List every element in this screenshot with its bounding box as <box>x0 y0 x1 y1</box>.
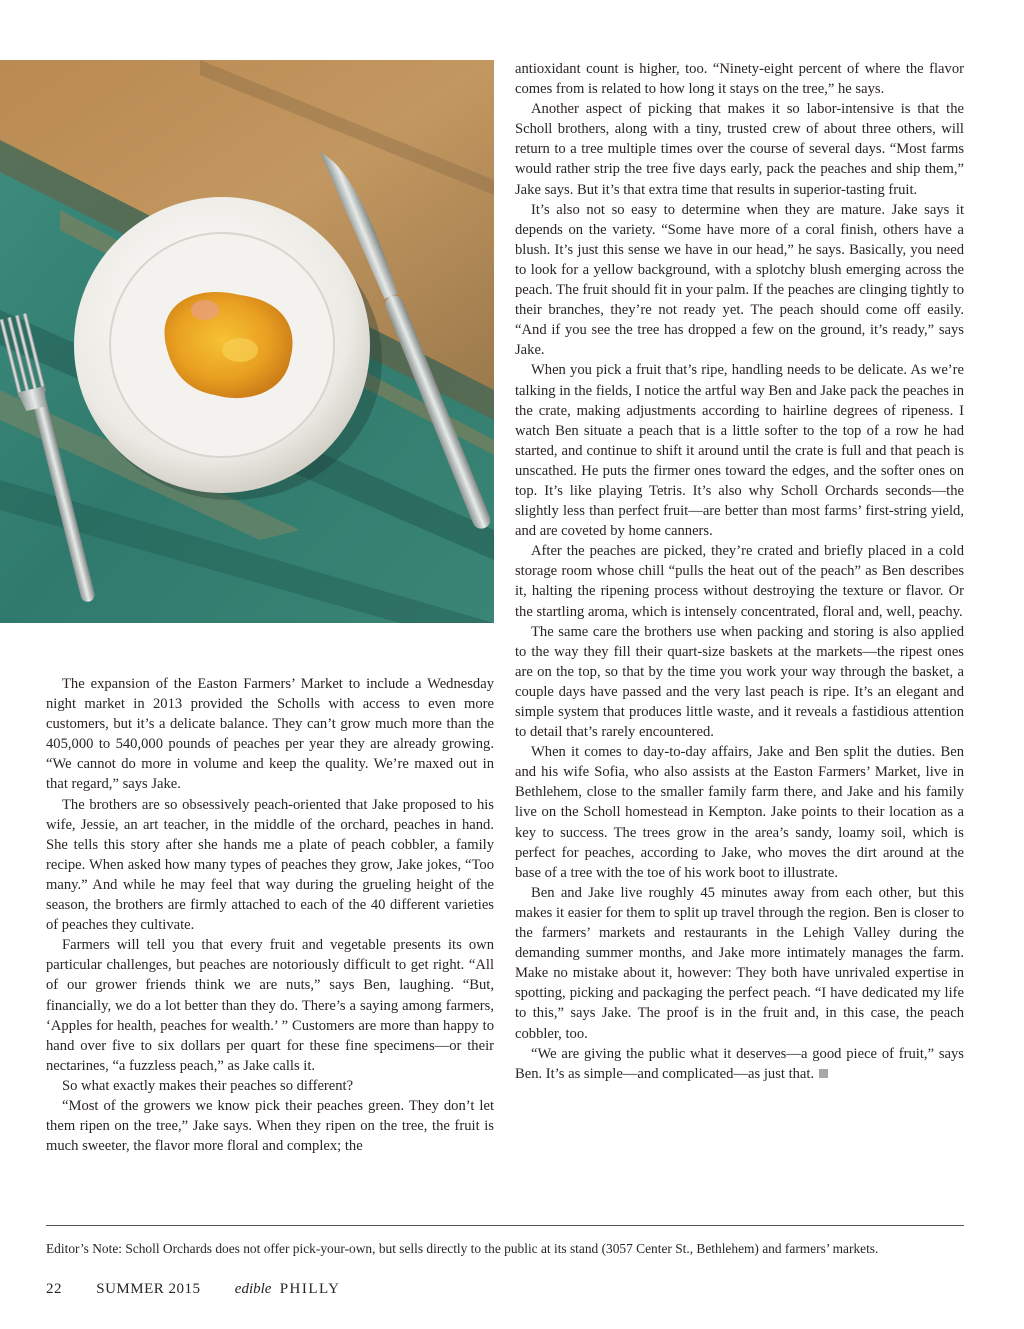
editor-note: Editor’s Note: Scholl Orchards does not offer pick-your-own, but sells directly to the public at its stand (3057 Center St., Bethlehem) and farmers’ markets. <box>46 1241 879 1256</box>
magazine-city: PHILLY <box>279 1281 341 1297</box>
article-paragraph: When you pick a fruit that’s ripe, handling needs to be delicate. As we’re talking in the fields, I notice the artful way Ben and Jake pack the peaches in the crate, making adjustments according to hairline degrees of ripeness. I watch Ben situate a peach that is a little softer to the top of a row he had started, and continue to shift it around until the crate is full and that peach is unscathed. He puts the firmer ones toward the edges, and the softer ones on top. It’s like playing Tetris. It’s also why Scholl Orchards seconds—the slightly less than perfect fruit—are better than most farms’ first-string yield, and are coveted by home canners. <box>515 362 964 540</box>
page-number: 22 <box>46 1281 62 1297</box>
page-footer <box>46 1281 341 1298</box>
article-paragraph: The brothers are so obsessively peach-oriented that Jake proposed to his wife, Jessie, an art teacher, in the middle of the orchard, peaches in hand. She tells this story after she hands me a plate of peach cobbler, a family recipe. When asked how many types of peaches they grow, Jake jokes, “Too many.” And while he may feel that way during the grueling height of the season, the brothers are firmly attached to each of the 40 different varieties of peaches they cultivate. <box>46 796 494 934</box>
issue-label: SUMMER 2015 <box>96 1281 201 1297</box>
article-paragraph: The same care the brothers use when packing and storing is also applied to the way they fill their quart-size baskets at the markets—the ripest ones are on the top, so that by the time you work your way through the basket, a couple days have passed and the very last peach is ripe. It’s an elegant and simple system that produces little waste, and it reveals a fastidious attention to detail that’s rarely encountered. <box>515 623 964 741</box>
article-paragraph: Farmers will tell you that every fruit and vegetable presents its own particular challenges, but peaches are notoriously difficult to get right. “All of our grower friends think we are nuts,” says Ben, laughing. “But, financially, we do a lot better than they do. There’s a saying among farmers, ‘Apples for health, peaches for wealth.’ ” Customers are more than happy to hand over five to six dollars per quart for these fine specimens—or their nectarines, “a fuzzless peach,” as Jake calls it. <box>46 937 494 1074</box>
article-paragraph-text: “We are giving the public what it deserves—a good piece of fruit,” says Ben. It’s as simple—and complicated—as just that. <box>515 1045 964 1082</box>
article-column-right <box>515 59 964 1084</box>
article-paragraph: It’s also not so easy to determine when they are mature. Jake says it depends on the variety. “Some have more of a coral finish, others have a blush. It’s just this sense we have in our head,” he says. Basically, you need to look for a yellow background, with a splotchy blush emerging across the peach. The fruit should fit in your palm. If the peaches are clinging tightly to their branches, they’re not ready yet. The peach should come off easily. “And if you see the tree has dropped a few on the ground, it’s ready,” says Jake. <box>515 201 964 359</box>
article-column-left <box>46 674 494 1156</box>
article-paragraph: When it comes to day-to-day affairs, Jake and Ben split the duties. Ben and his wife Sofia, who also assists at the Easton Farmers’ Market, live in Bethlehem, close to the smaller family farm there, and Jake and his family live on the Scholl homestead in Kempton. Jake points to their location as a key to success. The trees grow in the area’s sandy, loamy soil, which is perfect for peaches, according to Jake, who moves the dirt around at the base of a tree with the toe of his work boot to illustrate. <box>515 744 964 881</box>
article-paragraph: So what exactly makes their peaches so different? <box>62 1077 354 1094</box>
peach-cobbler-photo <box>0 60 494 623</box>
article-paragraph: The expansion of the Easton Farmers’ Market to include a Wednesday night market in 2013 provided the Scholls with access to even more customers, but it’s a delicate balance. They can’t grow much more than the 405,000 to 540,000 pounds of peaches per year they are already growing. “We cannot do more in volume and keep the quality. We’re maxed out in that regard,” says Jake. <box>46 676 494 793</box>
article-paragraph: After the peaches are picked, they’re crated and briefly placed in a cold storage room whose chill “pulls the heat out of the peach” as Ben describes it, halting the ripening process without destroying the texture or flavor. Or the startling aroma, which is intensely concentrated, floral and, well, peachy. <box>515 543 964 620</box>
end-of-article-square-icon <box>819 1069 828 1078</box>
article-paragraph: “Most of the growers we know pick their peaches green. They don’t let them ripen on the tree,” Jake says. When they ripen on the tree, the fruit is much sweeter, the flavor more floral and complex; the <box>46 1097 494 1155</box>
article-paragraph-final <box>515 1044 964 1084</box>
article-paragraph: antioxidant count is higher, too. “Ninety-eight percent of where the flavor comes from is related to how long it stays on the tree,” he says. <box>515 61 964 98</box>
article-paragraph: Another aspect of picking that makes it so labor-intensive is that the Scholl brothers, along with a tiny, trusted crew of about three others, will return to a tree multiple times over the course of several days. “Most farms would rather strip the tree five days early, pack the peaches and ship them,” Jake says. But it’s that extra time that results in superior-tasting fruit. <box>515 101 964 198</box>
footnote-divider <box>46 1225 964 1226</box>
article-paragraph: Ben and Jake live roughly 45 minutes away from each other, but this makes it easier for them to split up travel through the region. Ben is closer to the farmers’ markets and restaurants in the Lehigh Valley during the demanding summer months, and Jake more intimately manages the farm. Make no mistake about it, however: They both have unrivaled expertise in spotting, picking and packaging the perfect peach. “I have dedicated my life to this,” says Jake. The proof is in the fruit and, in this case, the peach cobbler, too. <box>515 884 964 1042</box>
magazine-name: edible <box>234 1281 272 1297</box>
